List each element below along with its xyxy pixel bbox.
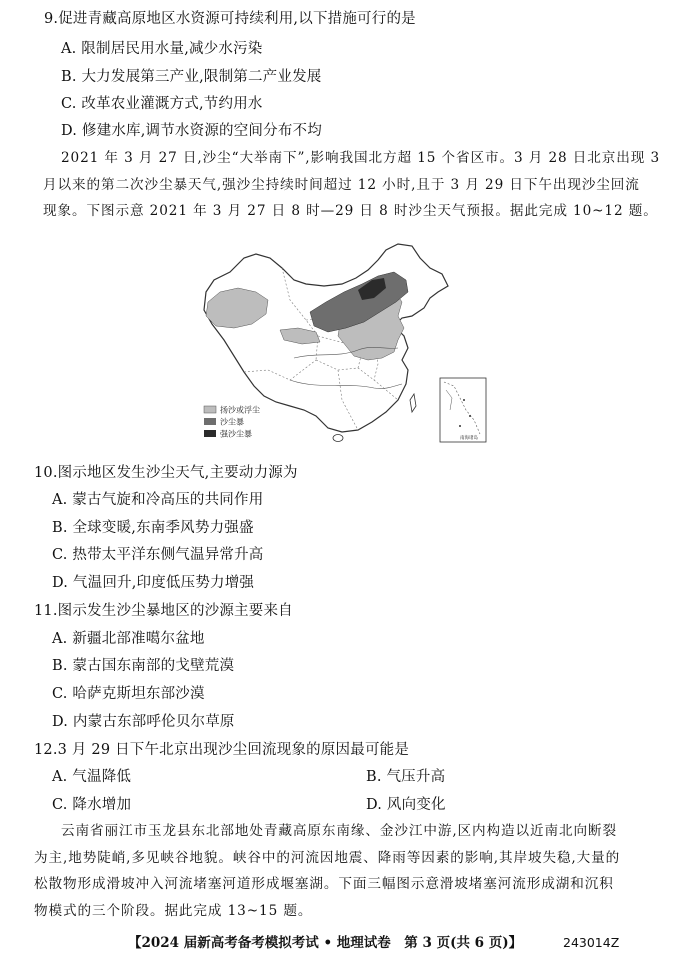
- q11-option-b: B. 蒙古国东南部的戈壁荒漠: [52, 658, 235, 674]
- legend-swatch-dark: [204, 430, 216, 437]
- passage-line: 为主,地势陡峭,多见峡谷地貌。峡谷中的河流因地震、降雨等因素的影响,其岸坡失稳,大量的: [34, 849, 621, 866]
- passage-line: 月以来的第二次沙尘暴天气,强沙尘持续时间超过 12 小时,且于 3 月 29 日下午出现沙尘回流: [43, 176, 640, 193]
- passage-line: 云南省丽江市玉龙县东北部地处青藏高原东南缘、金沙江中游,区内构造以近南北向断裂: [61, 823, 617, 839]
- q12-stem: 12.3 月 29 日下午北京出现沙尘回流现象的原因最可能是: [34, 742, 410, 758]
- map-legend: [204, 405, 260, 439]
- passage-line: 物模式的三个阶段。据此完成 13~15 题。: [34, 902, 313, 919]
- q9-option-d: D. 修建水库,调节水资源的空间分布不均: [61, 123, 322, 139]
- hainan-island: [333, 435, 343, 442]
- legend-swatch-medium: [204, 418, 216, 425]
- q12-option-b: B. 气压升高: [366, 769, 446, 785]
- q10-option-d: D. 气温回升,印度低压势力增强: [52, 575, 255, 591]
- q9-option-c: C. 改革农业灌溉方式,节约用水: [61, 96, 263, 112]
- q9-option-b: B. 大力发展第三产业,限制第二产业发展: [61, 69, 322, 85]
- q9-stem: 9.促进青藏高原地区水资源可持续利用,以下措施可行的是: [44, 11, 416, 27]
- q11-option-d: D. 内蒙古东部呼伦贝尔草原: [52, 714, 235, 730]
- q10-stem: 10.图示地区发生沙尘天气,主要动力源为: [34, 465, 298, 481]
- legend-label-strong: 强沙尘暴: [220, 429, 252, 439]
- q12-option-a: A. 气温降低: [52, 769, 132, 785]
- q10-option-b: B. 全球变暖,东南季风势力强盛: [52, 520, 254, 536]
- q12-option-d: D. 风向变化: [366, 797, 446, 813]
- passage-sandstorm: [43, 145, 660, 225]
- legend-swatch-light: [204, 406, 216, 413]
- passage-landslide: [34, 818, 620, 924]
- legend-label-medium: 沙尘暴: [220, 417, 244, 427]
- passage-line: 2021 年 3 月 27 日,沙尘“大举南下”,影响我国北方超 15 个省区市。3 月 28 日北京出现 3: [61, 150, 661, 166]
- legend-label-light: 扬沙或浮尘: [220, 405, 260, 415]
- q11-option-a: A. 新疆北部准噶尔盆地: [52, 631, 205, 647]
- passage-line: 现象。下图示意 2021 年 3 月 27 日 8 时—29 日 8 时沙尘天气预报。据此完成 10~12 题。: [43, 203, 658, 219]
- page-footer-code: 243014Z: [563, 935, 620, 950]
- q10-option-c: C. 热带太平洋东侧气温异常升高: [52, 547, 264, 563]
- q12-option-c: C. 降水增加: [52, 797, 132, 813]
- sandstorm-forecast-map: [198, 240, 490, 446]
- q11-stem: 11.图示发生沙尘暴地区的沙源主要来自: [34, 603, 293, 619]
- q9-option-a: A. 限制居民用水量,减少水污染: [61, 41, 263, 57]
- inset-label: 南海诸岛: [460, 436, 478, 441]
- taiwan-island: [410, 394, 416, 412]
- q11-option-c: C. 哈萨克斯坦东部沙漠: [52, 686, 205, 702]
- page-footer-title: 【2024 届新高考备考模拟考试 • 地理试卷 第 3 页(共 6 页)】: [128, 935, 523, 951]
- passage-line: 松散物形成滑坡冲入河流堵塞河道形成堰塞湖。下面三幅图示意滑坡堵塞河流形成湖和沉积: [34, 876, 614, 892]
- south-china-sea-inset: [440, 378, 486, 442]
- q10-option-a: A. 蒙古气旋和冷高压的共同作用: [52, 492, 264, 508]
